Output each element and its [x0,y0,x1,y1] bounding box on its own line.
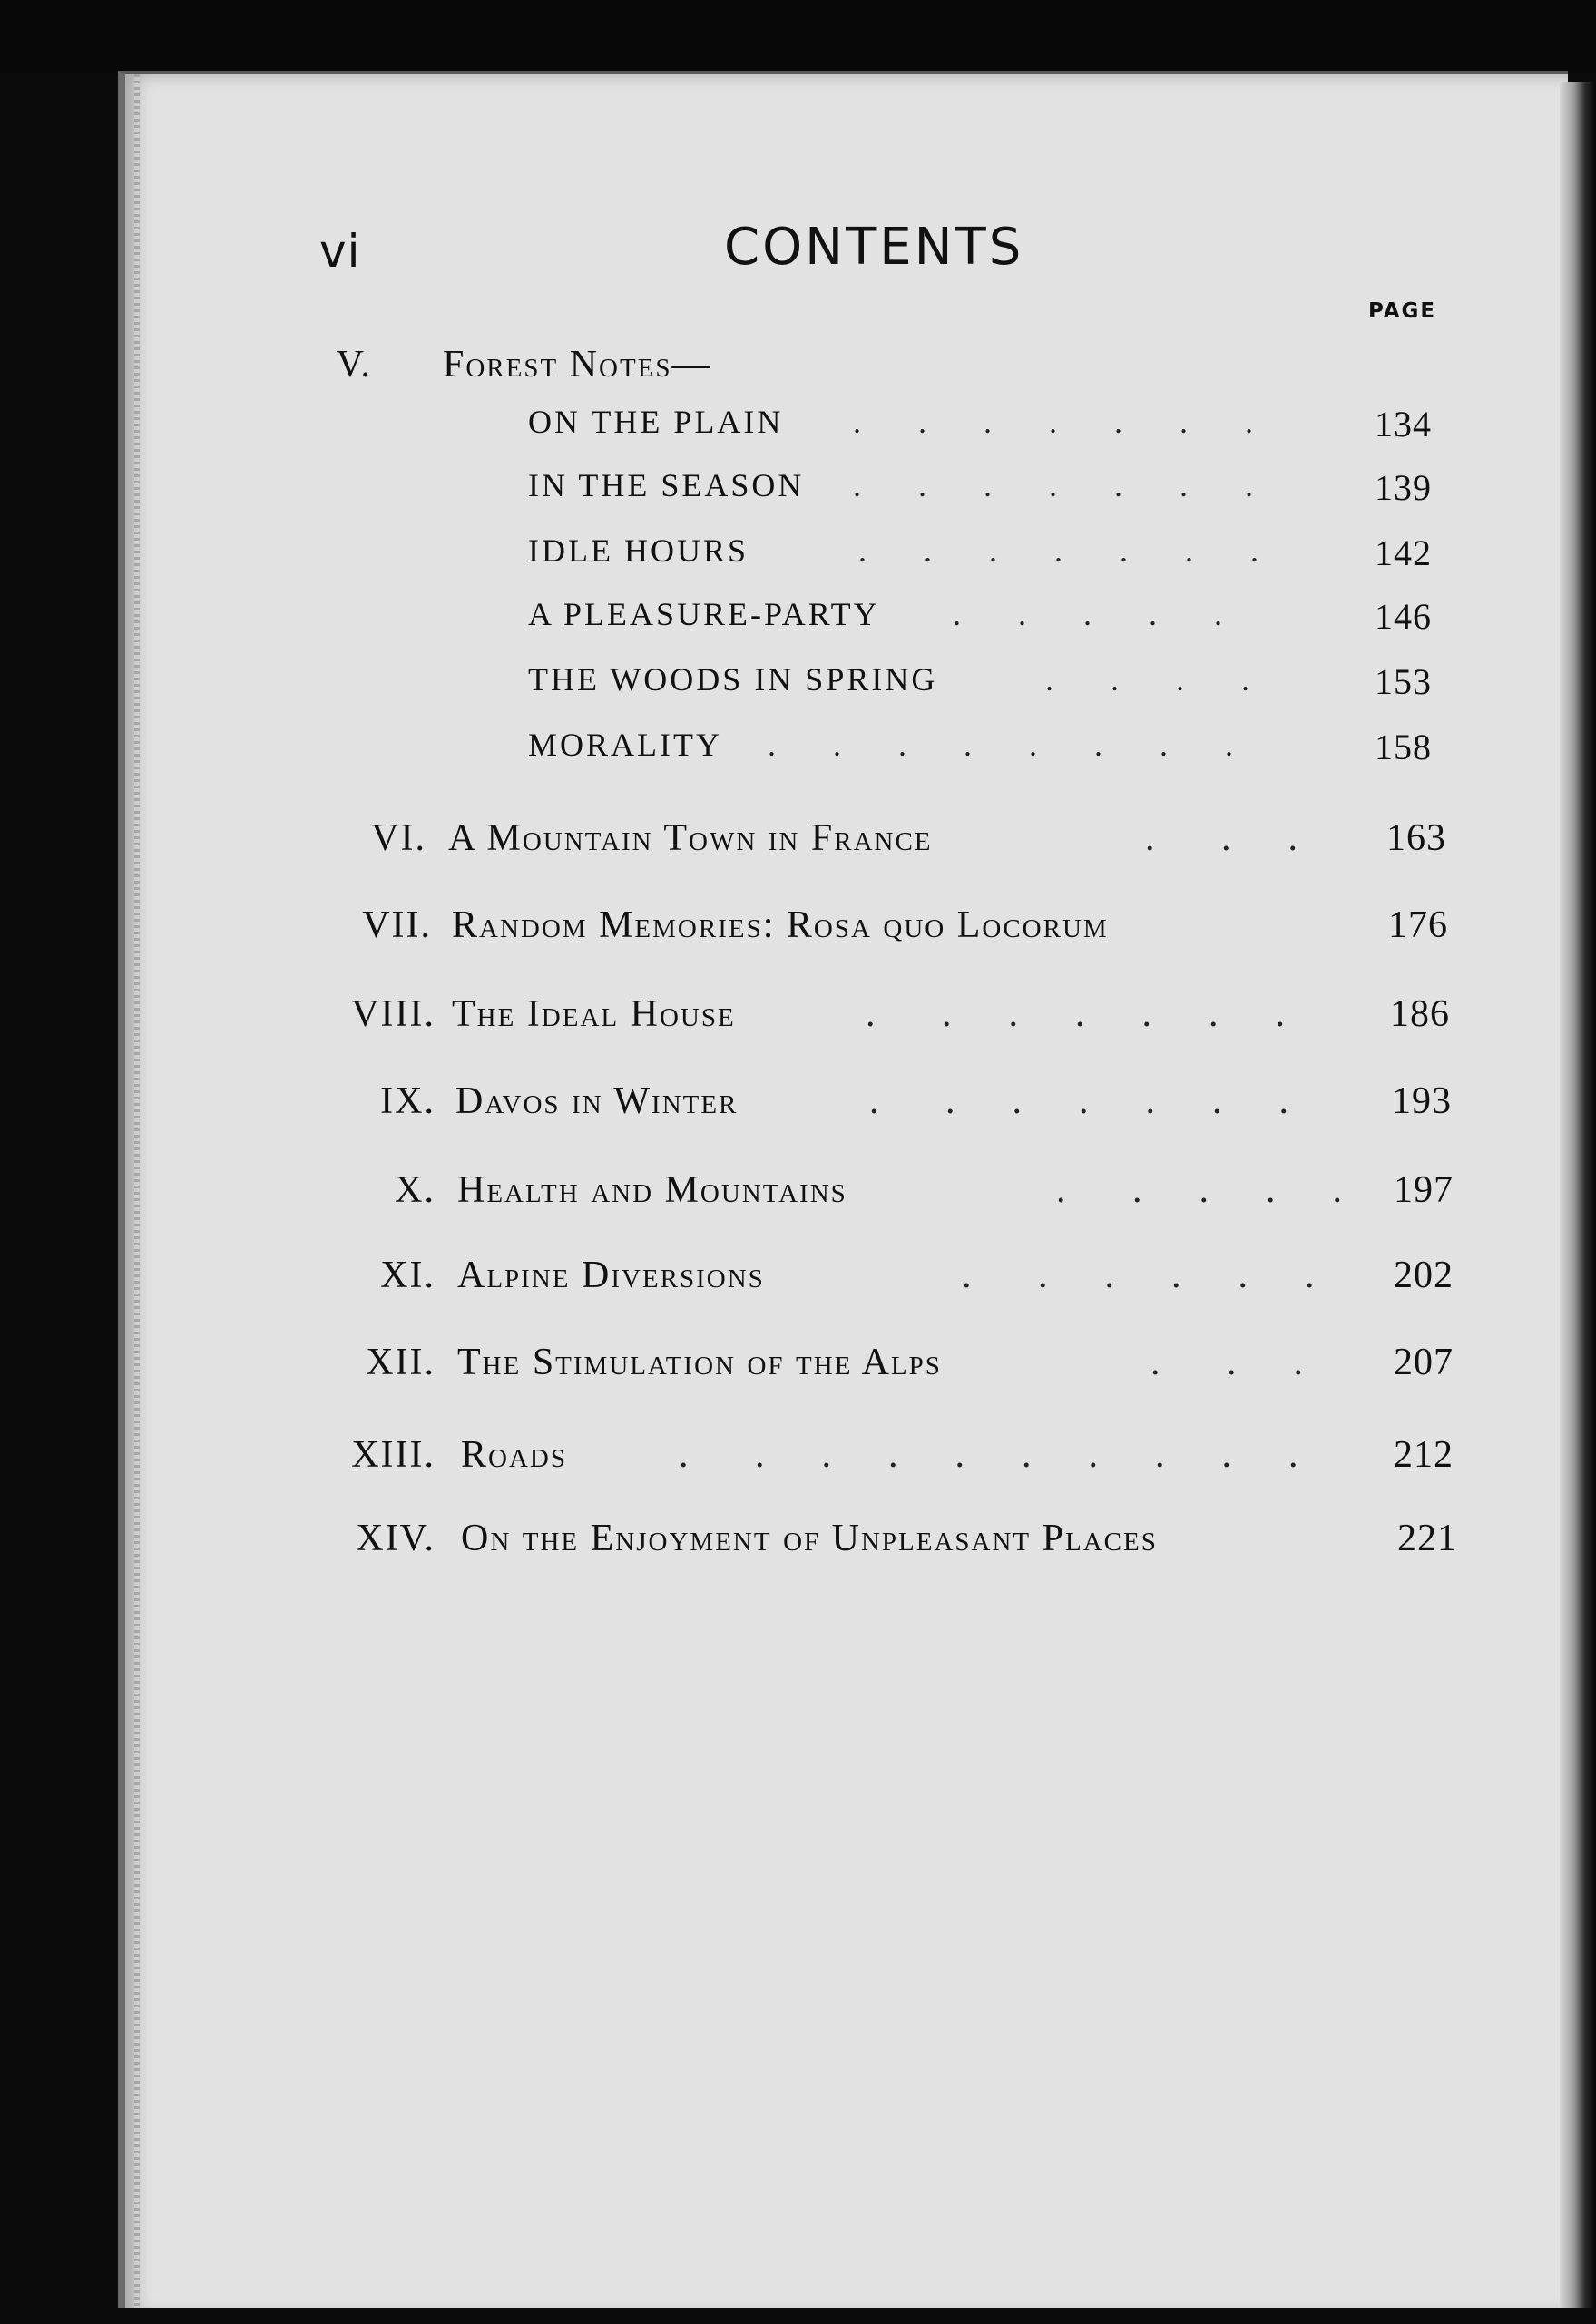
chapter-numeral: V. [336,344,372,386]
page-right-edge-shadow [1560,82,1596,2313]
page-number: 193 [1392,1080,1452,1122]
page-number: 202 [1394,1255,1454,1296]
page-number: 142 [1375,532,1432,573]
page-number: 153 [1375,661,1432,702]
chapter-numeral: XIII. [351,1434,436,1476]
dot-leader: . . . . [1045,661,1249,698]
subentry-title: THE WOODS IN SPRING [528,661,938,698]
page-number: 134 [1375,404,1432,444]
dot-leader: . . . . . . . [858,532,1258,569]
page-number: 158 [1375,727,1432,767]
page-number: 221 [1397,1518,1457,1559]
dot-leader: . . . [1145,817,1297,859]
dot-leader: . . . . . . . . . . [679,1434,1298,1476]
chapter-numeral: VII. [362,904,432,946]
subentry-title: ON THE PLAIN [528,404,784,440]
running-head: CONTENTS [724,218,1024,277]
subentry-title: IN THE SEASON [528,467,805,503]
chapter-title: Roads [461,1434,567,1476]
page-number: 212 [1394,1434,1454,1476]
page-number: 197 [1394,1169,1454,1211]
chapter-numeral: VIII. [351,993,436,1035]
page-bottom-edge [118,2308,1596,2324]
subentry-title: IDLE HOURS [528,532,749,569]
page-folio: vi [319,225,361,278]
chapter-title: The Ideal House [452,993,736,1035]
chapter-title: Alpine Diversions [457,1255,765,1296]
dot-leader: . . . . . . . [853,467,1253,503]
chapter-title: The Stimulation of the Alps [457,1342,942,1383]
chapter-title: Random Memories: Rosa quo Locorum [452,904,1109,946]
dot-leader: . . . . . . . [866,993,1285,1035]
chapter-title: On the Enjoyment of Unpleasant Places [461,1518,1158,1559]
subentry-title: A PLEASURE-PARTY [528,596,880,632]
dot-leader: . . . . . . . [869,1080,1288,1122]
dot-leader: . . . . . [953,596,1222,632]
chapter-numeral: IX. [380,1080,436,1122]
page-number: 186 [1390,993,1450,1035]
chapter-numeral: XI. [380,1255,436,1296]
chapter-title: A Mountain Town in France [448,817,933,859]
dot-leader: . . . . . . . . [768,727,1233,763]
dot-leader: . . . . . . . [853,404,1253,440]
page-number: 139 [1375,467,1432,508]
chapter-title: Forest Notes— [443,344,712,386]
page-number: 146 [1375,596,1432,637]
chapter-numeral: XII. [366,1342,436,1383]
dot-leader: . . . . . [1056,1169,1342,1211]
page-number: 163 [1386,817,1446,859]
subentry-title: MORALITY [528,727,722,763]
chapter-numeral: X. [395,1169,436,1211]
chapter-numeral: VI. [371,817,426,859]
dot-leader: . . . [1150,1342,1303,1383]
chapter-title: Davos in Winter [455,1080,739,1122]
dot-leader: . . . . . . [962,1255,1315,1296]
page-number: 176 [1388,904,1448,946]
page-number: 207 [1394,1342,1454,1383]
scan-background-top [0,0,1596,73]
chapter-title: Health and Mountains [457,1169,847,1211]
chapter-numeral: XIV. [356,1518,436,1559]
page-column-label: PAGE [1368,299,1437,323]
